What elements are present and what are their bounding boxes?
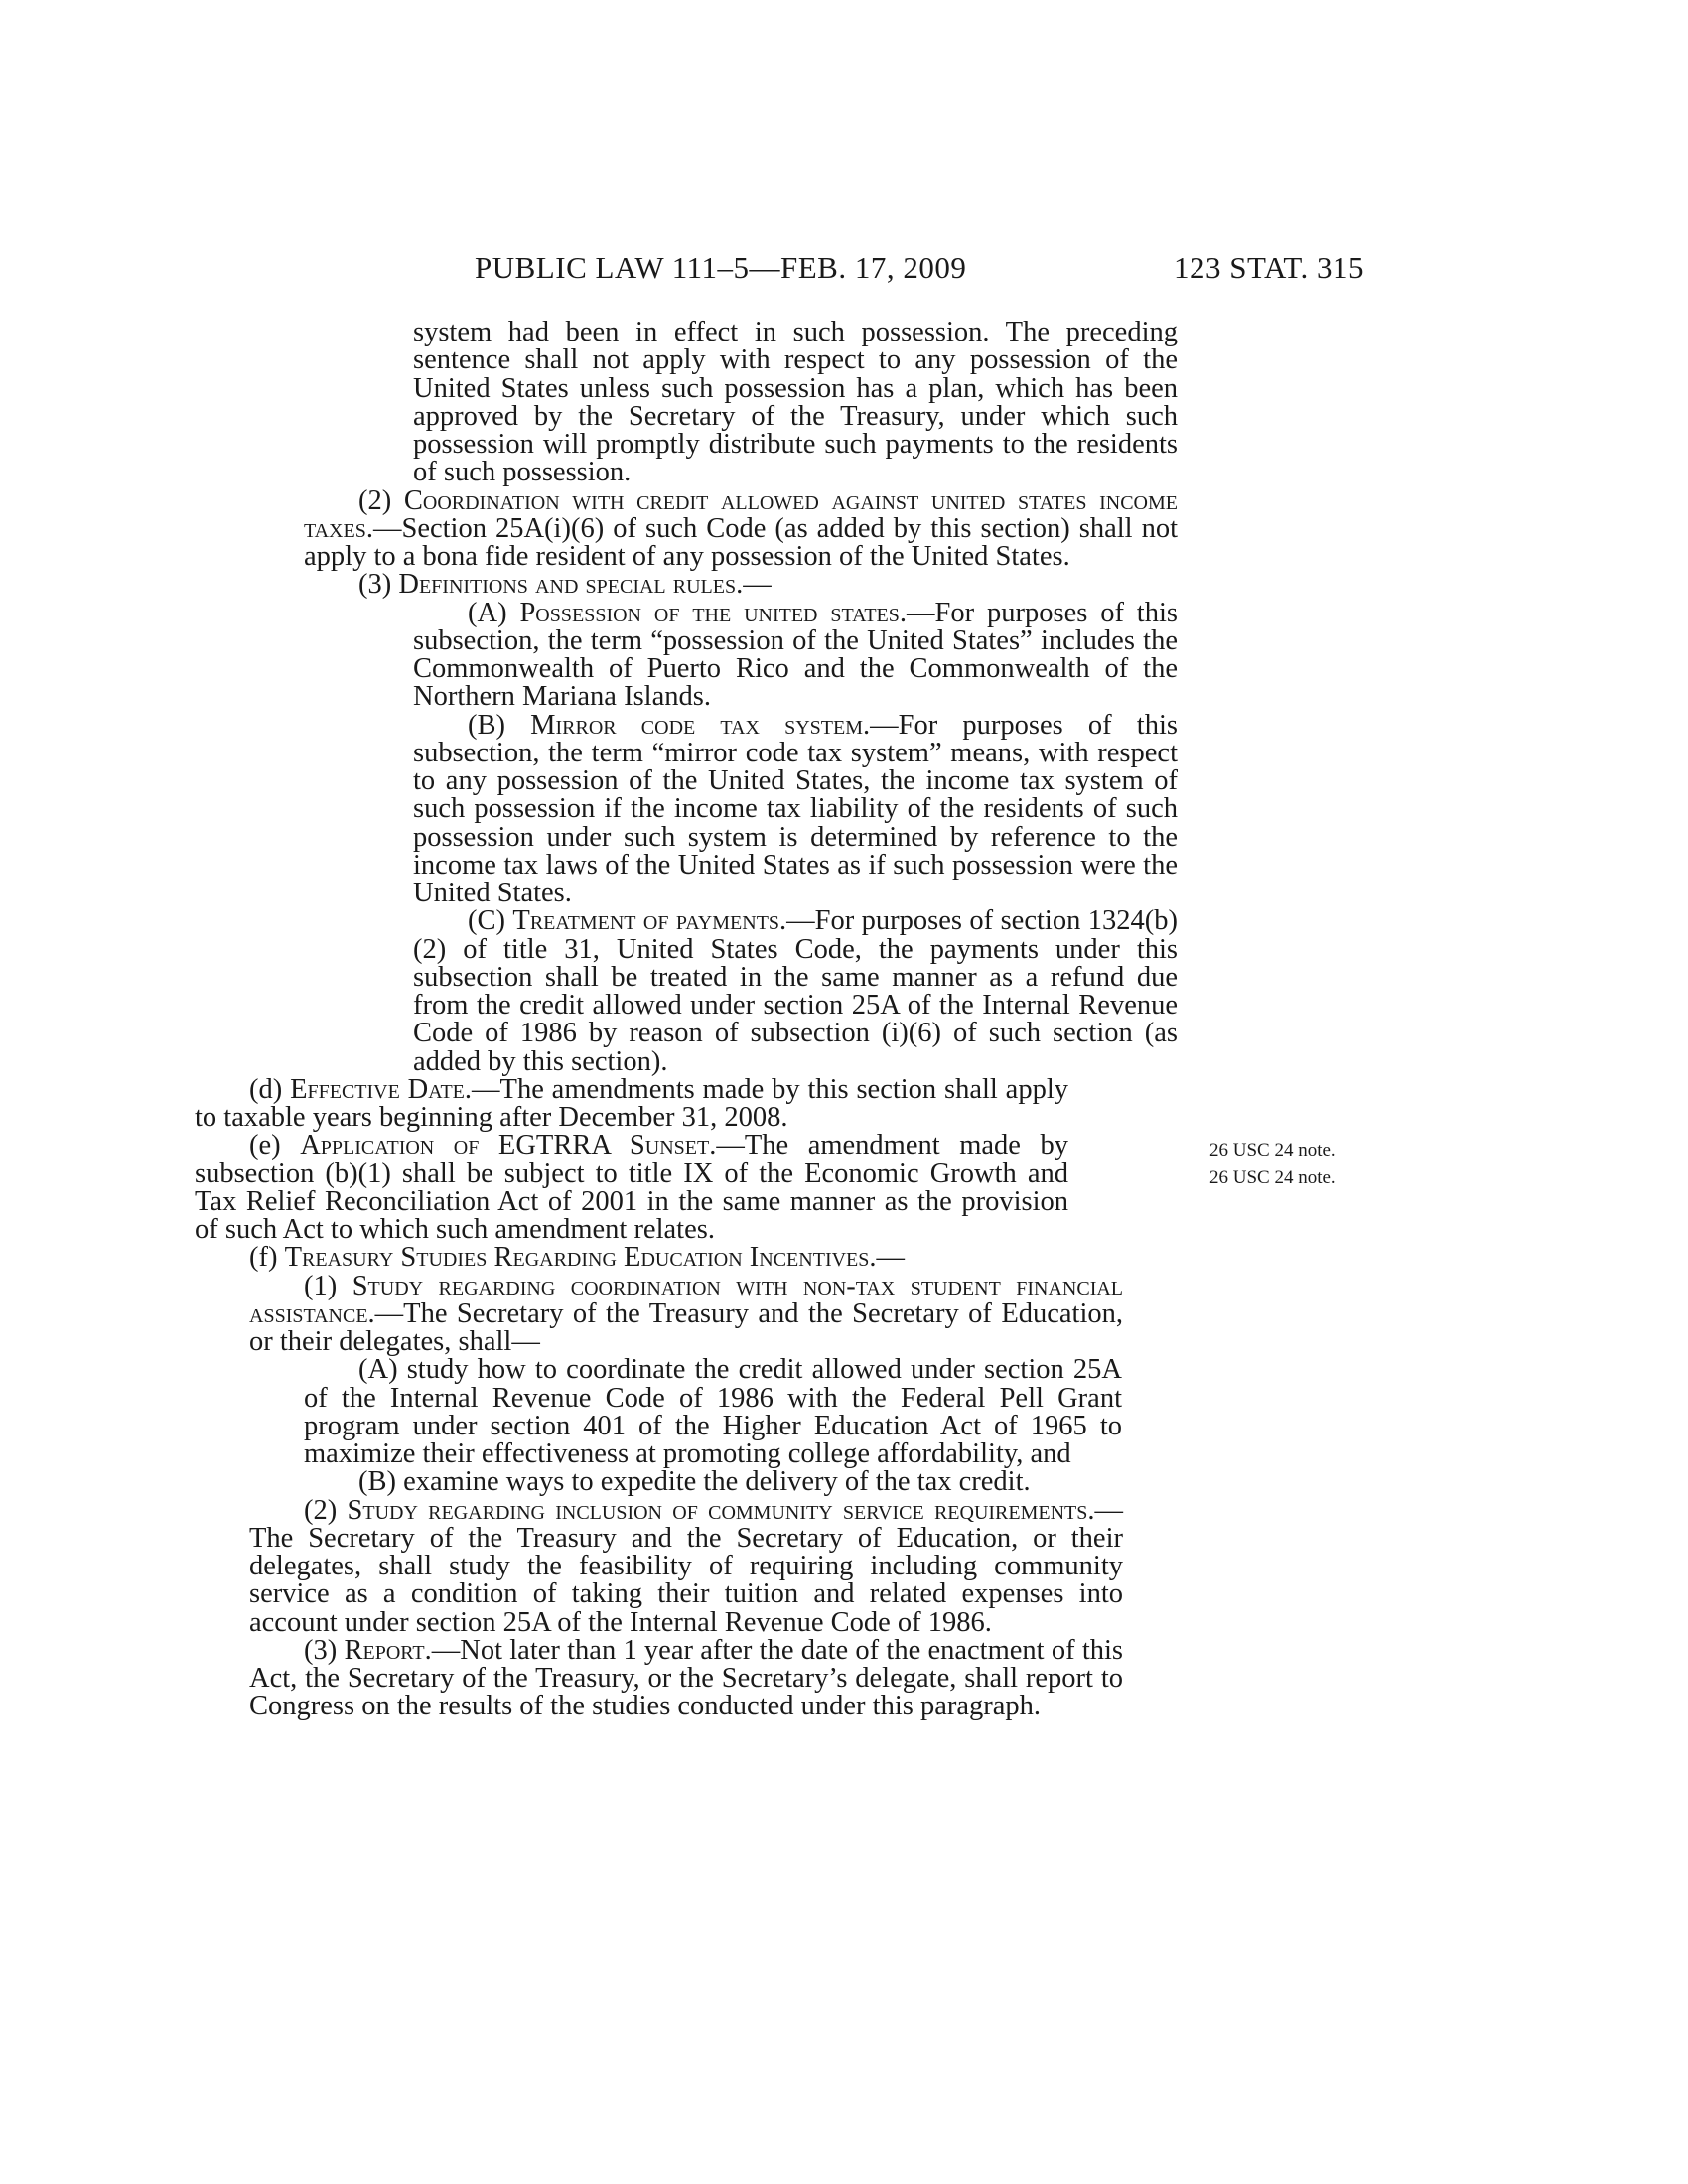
paragraph-heading: Treasury Studies Regarding Education Incentives. [284,1242,877,1274]
paragraph-f3-report: (3) Report.—Not later than 1 year after the date of the enactment of this Act, the Secretary of the Treasury, or the Secretary’s delegate, shall report to Congress on the results of the studies conducted under this paragraph. [249,1634,1123,1722]
paragraph-f1-study-coordination: (1) Study regarding coordination with non-tax student financial assistance.—The Secretary of the Treasury and the Secretary of Education, or their delegates, shall— [249,1270,1124,1357]
paragraph-f2-community-service: (2) Study regarding inclusion of community service requirements.—The Secretary of the Treasury and the Secretary of Education, or their delegates, shall study the feasibility of requiring including community service as a condition of taking their tuition and related expenses into account under section 25A of the Internal Revenue Code of 1986. [249,1494,1124,1638]
running-header-title: PUBLIC LAW 111–5—FEB. 17, 2009 [475,250,967,285]
paragraph-f1-a-study: (A) study how to coordinate the credit allowed under section 25A of the Internal Revenue Code of 1986 with the Federal Pell Grant program under section 401 of the Higher Education Act of 1965 to maximize their effectiveness at promoting college affordability, and [304,1354,1122,1469]
paragraph-heading: Study regarding coordination with non-tax student financial assistance. [249,1270,1124,1329]
margin-note-usc-d: 26 USC 24 note. [1209,1140,1336,1160]
paragraph-c3-definitions: (3) Definitions and special rules.— [358,569,772,601]
paragraph-heading: Study regarding inclusion of community service requirements. [347,1494,1095,1526]
paragraph-continuation: system had been in effect in such possession. The preceding sentence shall not apply with respect to any possession of the United States unless such possession has a plan, which has been approved by the Secretary of the Treasury, under which such possession will promptly distribute such payments to the residents of such possession. [413,317,1178,488]
margin-note-usc-e: 26 USC 24 note. [1209,1167,1336,1188]
paragraph-c3-c-treatment: (C) Treatment of payments.—For purposes of section 1324(b)(2) of title 31, United States Code, the payments under this subsection shall be treated in the same manner as a refund due from the credit allowed under section 25A of the Internal Revenue Code of 1986 by reason of subsection (i)(6) of such section (as added by this section). [413,905,1178,1077]
document-body [195,317,1178,1722]
paragraph-heading: Possession of the united states. [519,597,908,628]
paragraph-f1-b-examine: (B) examine ways to expedite the delivery of the tax credit. [358,1466,1031,1498]
paragraph-heading: Effective Date. [290,1073,473,1105]
paragraph-c2-coordination: (2) Coordination with credit allowed against united states income taxes.—Section 25A(i)(6) of such Code (as added by this section) shall not apply to a bona fide resident of any possession of the United States. [304,484,1178,572]
statute-page-number: 123 STAT. 315 [1174,250,1365,285]
paragraph-c3-a-possession: (A) Possession of the united states.—For purposes of this subsection, the term “possession of the United States” includes the Commonwealth of Puerto Rico and the Commonwealth of the Northern Mariana Islands. [413,597,1178,713]
paragraph-heading: Coordination with credit allowed against united states income taxes. [304,484,1178,544]
paragraph-heading: Report. [344,1634,432,1666]
paragraph-heading: Treatment of payments. [512,905,787,937]
paragraph-heading: Application of EGTRRA Sunset. [300,1130,717,1161]
paragraph-c3-b-mirror-code: (B) Mirror code tax system.—For purposes of this subsection, the term “mirror code tax system” means, with respect to any possession of the United States, the income tax system of such possession if the income tax liability of the residents of such possession under such system is determined by reference to the income tax laws of the United States as if such possession were the United States. [413,709,1178,908]
paragraph-f-treasury-studies: (f) Treasury Studies Regarding Education Incentives.— [249,1242,906,1274]
paragraph-heading: Mirror code tax system. [530,709,871,741]
paragraph-heading: Definitions and special rules. [398,569,744,601]
paragraph-d-effective-date: (d) Effective Date.—The amendments made by this section shall apply to taxable years beginning after December 31, 2008. [195,1073,1068,1133]
paragraph-e-egtrra-sunset: (e) Application of EGTRRA Sunset.—The amendment made by subsection (b)(1) shall be subject to title IX of the Economic Growth and Tax Relief Reconciliation Act of 2001 in the same manner as the provision of such Act to which such amendment relates. [195,1130,1069,1245]
